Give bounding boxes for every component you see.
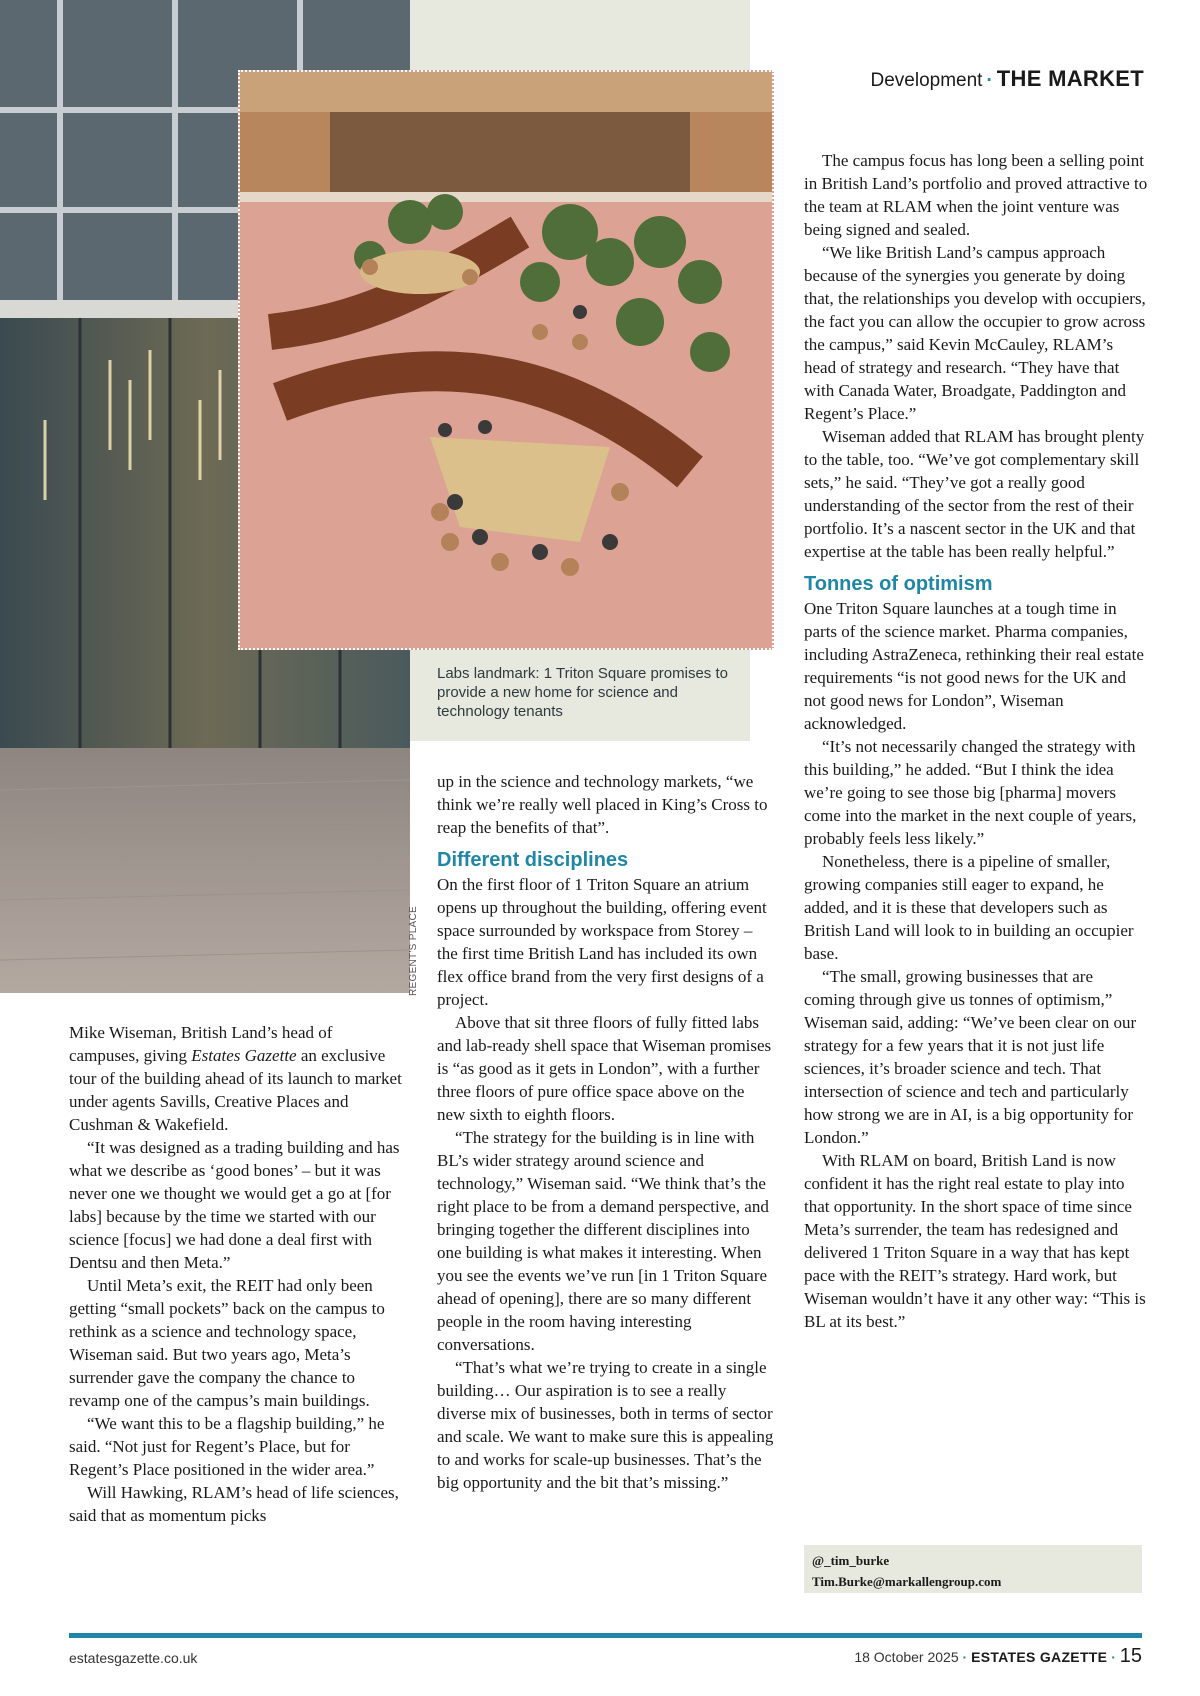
paragraph: “We want this to be a flagship building,” he said. “Not just for Regent’s Place, but for Regent’s Place positioned in the wider area.” (69, 1414, 385, 1479)
page-number: 15 (1119, 1645, 1142, 1667)
section-header (871, 66, 1145, 92)
footer-date: 18 October 2025 (854, 1649, 959, 1665)
paragraph: “The strategy for the building is in line with BL’s wider strategy around science and technology,” Wiseman said. “We think that’s the right place to be from a demand perspective, and bringing together the different disciplines into one building is what makes it interesting. When you see the events we’ve run [in 1 Triton Square ahead of opening], there are so many different people in the room having interesting conversations. (437, 1128, 769, 1354)
paragraph: “It’s not necessarily changed the strategy with this building,” he added. “But I think the idea we’re going to see those big [pharma] movers come into the market in the next couple of years, probably feels less likely.” (804, 737, 1137, 848)
section-label: Development (870, 70, 983, 91)
paragraph: “It was designed as a trading building and has what we describe as ‘good bones’ – but it was never one we thought we would get a go at [for labs] because by the time we started with our science [focus] we had done a deal first with Dentsu and then Meta.” (69, 1138, 400, 1272)
paragraph: “That’s what we’re trying to create in a single building… Our aspiration is to see a really diverse mix of businesses, both in terms of sector and scale. We want to make sure this is appealing to and works for scale-up businesses. That’s the big opportunity and the bit that’s missing.” (437, 1358, 774, 1492)
author-byline (804, 1545, 1142, 1593)
author-handle[interactable]: @_tim_burke (812, 1553, 890, 1568)
header-separator: · (986, 70, 993, 91)
article-column-3 (804, 149, 1148, 1333)
atrium-photo (238, 70, 774, 650)
footer-separator: · (962, 1649, 968, 1665)
article-column-2 (437, 770, 777, 1494)
footer-website[interactable]: estatesgazette.co.uk (69, 1650, 198, 1666)
photo-caption: Labs landmark: 1 Triton Square promises to provide a new home for science and technology tenants (437, 665, 728, 720)
paragraph: The campus focus has long been a selling point in British Land’s portfolio and proved attractive to the team at RLAM when the joint venture was being signed and sealed. (804, 151, 1148, 239)
paragraph: On the first floor of 1 Triton Square an atrium opens up throughout the building, offering event space surrounded by workspace from Storey – the first time British Land has included its own flex office brand from the very first designs of a project. (437, 875, 767, 1009)
paragraph: Will Hawking, RLAM’s head of life sciences, said that as momentum picks (69, 1483, 399, 1525)
paragraph: Above that sit three floors of fully fitted labs and lab-ready shell space that Wiseman promises is “as good as it gets in London”, with a further three floors of pure office space above on the new sixth to eighth floors. (437, 1013, 772, 1124)
subheading-tonnes-of-optimism: Tonnes of optimism (804, 573, 993, 595)
footer-info (854, 1645, 1142, 1668)
paragraph: “We like British Land’s campus approach because of the synergies you generate by doing that, the relationships you develop with occupiers, the fact you can allow the occupier to grow across the campus,” said Kevin McCauley, RLAM’s head of strategy and research. “They have that with Canada Water, Broadgate, Paddington and Regent’s Place.” (804, 243, 1146, 423)
footer-publication: ESTATES GAZETTE (971, 1649, 1108, 1665)
paragraph: Nonetheless, there is a pipeline of smaller, growing companies still eager to expand, he added, and it is these that developers such as British Land will look to in building an occupier base. (804, 852, 1134, 963)
paragraph: “The small, growing businesses that are coming through give us tonnes of optimism,” Wiseman said, adding: “We’ve been clear on our strategy for a few years that it is not just life sciences, it’s broader science and tech. That intersection of science and tech and particularly how strong we are in AI, is a big opportunity for London.” (804, 967, 1137, 1147)
paragraph: With RLAM on board, British Land is now confident it has the right real estate to play into that opportunity. In the short space of time since Meta’s surrender, the team has redesigned and delivered 1 Triton Square in a way that has kept pace with the REIT’s strategy. Hard work, but Wiseman wouldn’t have it any other way: “This is BL at its best.” (804, 1151, 1146, 1331)
footer-separator: · (1111, 1649, 1116, 1665)
paragraph: Mike Wiseman, British Land’s head of campuses, giving Estates Gazette an exclusive tour of the building ahead of its launch to market under agents Savills, Creative Places and Cushman & Wakefield. (69, 1023, 402, 1134)
paragraph: Until Meta’s exit, the REIT had only been getting “small pockets” back on the campus to rethink as a science and technology space, Wiseman said. But two years ago, Meta’s surrender gave the company the chance to revamp one of the campus’s main buildings. (69, 1276, 385, 1410)
author-email[interactable]: Tim.Burke@markallengroup.com (812, 1574, 1002, 1589)
paragraph: up in the science and technology markets, “we think we’re really well placed in King’s Cross to reap the benefits of that”. (437, 772, 768, 837)
section-title: THE MARKET (996, 66, 1144, 91)
footer-rule (69, 1633, 1142, 1638)
article-column-1 (69, 1021, 403, 1527)
photo-credit: REGENT'S PLACE (408, 905, 419, 996)
paragraph: One Triton Square launches at a tough time in parts of the science market. Pharma companies, including AstraZeneca, rethinking their real estate requirements “is not good news for the UK and not good news for London”, Wiseman acknowledged. (804, 599, 1144, 733)
subheading-different-disciplines: Different disciplines (437, 849, 629, 871)
paragraph: Wiseman added that RLAM has brought plenty to the table, too. “We’ve got complementary skill sets,” he said. “They’ve got a really good understanding of the sector from the rest of their portfolio. It’s a nascent sector in the UK and that expertise at the table has been really helpful.” (804, 427, 1145, 561)
